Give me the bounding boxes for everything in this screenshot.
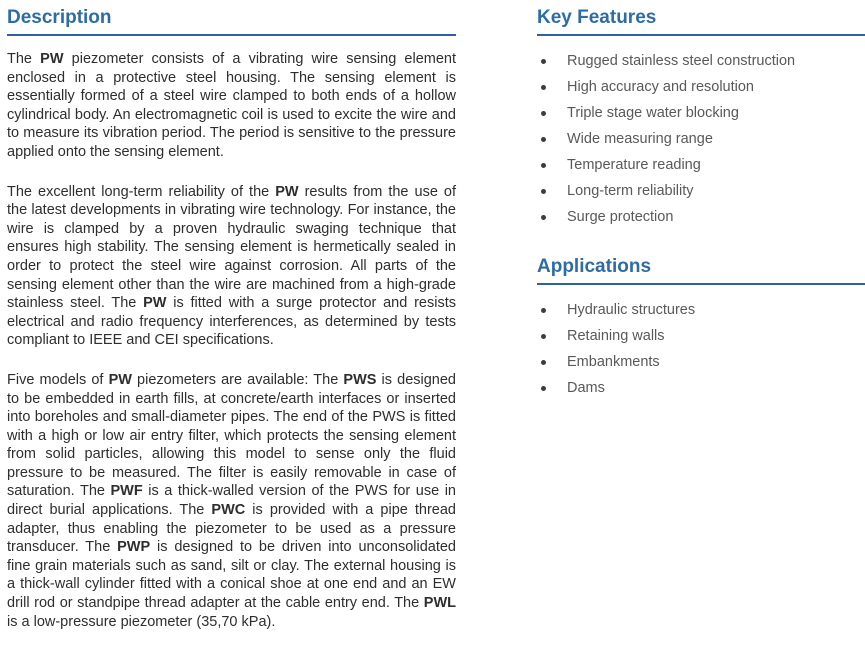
application-label: Retaining walls xyxy=(567,328,665,344)
application-item xyxy=(537,323,865,349)
description-rule-divider xyxy=(7,34,456,36)
key-feature-label: High accuracy and resolution xyxy=(567,79,754,95)
key-features-list xyxy=(537,48,865,230)
key-feature-label: Wide measuring range xyxy=(567,131,713,147)
application-label: Hydraulic structures xyxy=(567,302,696,318)
key-feature-label: Rugged stainless steel construction xyxy=(567,53,796,69)
description-section xyxy=(7,8,456,631)
application-item xyxy=(537,297,865,323)
key-features-heading: Key Features xyxy=(537,7,657,28)
key-feature-item xyxy=(537,74,865,100)
bullet-icon xyxy=(541,308,546,313)
key-feature-label: Long-term reliability xyxy=(567,183,694,199)
key-features-section xyxy=(537,8,865,230)
bullet-icon xyxy=(541,85,546,90)
application-item xyxy=(537,349,865,375)
applications-heading: Applications xyxy=(537,256,652,277)
key-feature-item xyxy=(537,204,865,230)
key-feature-item xyxy=(537,100,865,126)
key-feature-label: Surge protection xyxy=(567,209,674,225)
key-feature-item xyxy=(537,152,865,178)
key-features-rule-divider xyxy=(537,34,865,36)
bullet-icon xyxy=(541,360,546,365)
bullet-icon xyxy=(541,334,546,339)
key-feature-label: Triple stage water blocking xyxy=(567,105,739,121)
key-feature-label: Temperature reading xyxy=(567,157,701,173)
applications-list xyxy=(537,297,865,401)
applications-section xyxy=(537,257,865,401)
bullet-icon xyxy=(541,137,546,142)
bullet-icon xyxy=(541,386,546,391)
application-label: Dams xyxy=(567,380,605,396)
key-feature-item xyxy=(537,126,865,152)
description-heading: Description xyxy=(7,7,112,28)
application-label: Embankments xyxy=(567,354,660,370)
key-feature-item xyxy=(537,178,865,204)
key-feature-item xyxy=(537,48,865,74)
bullet-icon xyxy=(541,189,546,194)
description-paragraph-2: The excellent long-term reliability of the PW results from the use of the latest developments in vibrating wire technology. For instance, the wire is clamped by a proven hydraulic swaging technique that ensures high stability. The sensing element is hermetically sealed in order to protect the steel wire against corrosion. All parts of the sensing element other than the wire are machined from a high-grade stainless steel. The PW is fitted with a surge protector and resists electrical and radio frequency interferences, as determined by tests compliant to IEEE and CEI specifications. xyxy=(7,183,456,349)
bullet-icon xyxy=(541,59,546,64)
description-paragraph-1: The PW piezometer consists of a vibrating wire sensing element enclosed in a protective steel housing. The sensing element is essentially formed of a steel wire clamped to both ends of a hollow cylindrical body. An electromagnetic coil is used to excite the wire and to measure its vibration period. The period is sensitive to the pressure applied onto the sensing element. xyxy=(7,51,457,160)
bullet-icon xyxy=(541,163,546,168)
description-paragraph-3: Five models of PW piezometers are available: The PWS is designed to be embedded in earth fills, at concrete/earth interfaces or inserted into boreholes and small-diameter pipes. The end of the PWS is fitted with a high or low air entry filter, which protects the sensing element from solid particles, allowing this model to sense only the fluid pressure to be measured. The filter is easily removable in case of saturation. The PWF is a thick-walled version of the PWS for use in direct burial applications. The PWC is provided with a pipe thread adapter, thus enabling the piezometer to be used as a pressure transducer. The PWP is designed to be driven into unconsolidated fine grain materials such as sand, silt or clay. The external housing is a thick-wall cylinder fitted with a conical shoe at one end and an EW drill rod or standpipe thread adapter at the cable entry end. The PWL is a low-pressure piezometer (35,70 kPa). xyxy=(7,371,456,630)
bullet-icon xyxy=(541,215,546,220)
bullet-icon xyxy=(541,111,546,116)
right-column xyxy=(537,8,865,401)
application-item xyxy=(537,375,865,401)
applications-rule-divider xyxy=(537,283,865,285)
